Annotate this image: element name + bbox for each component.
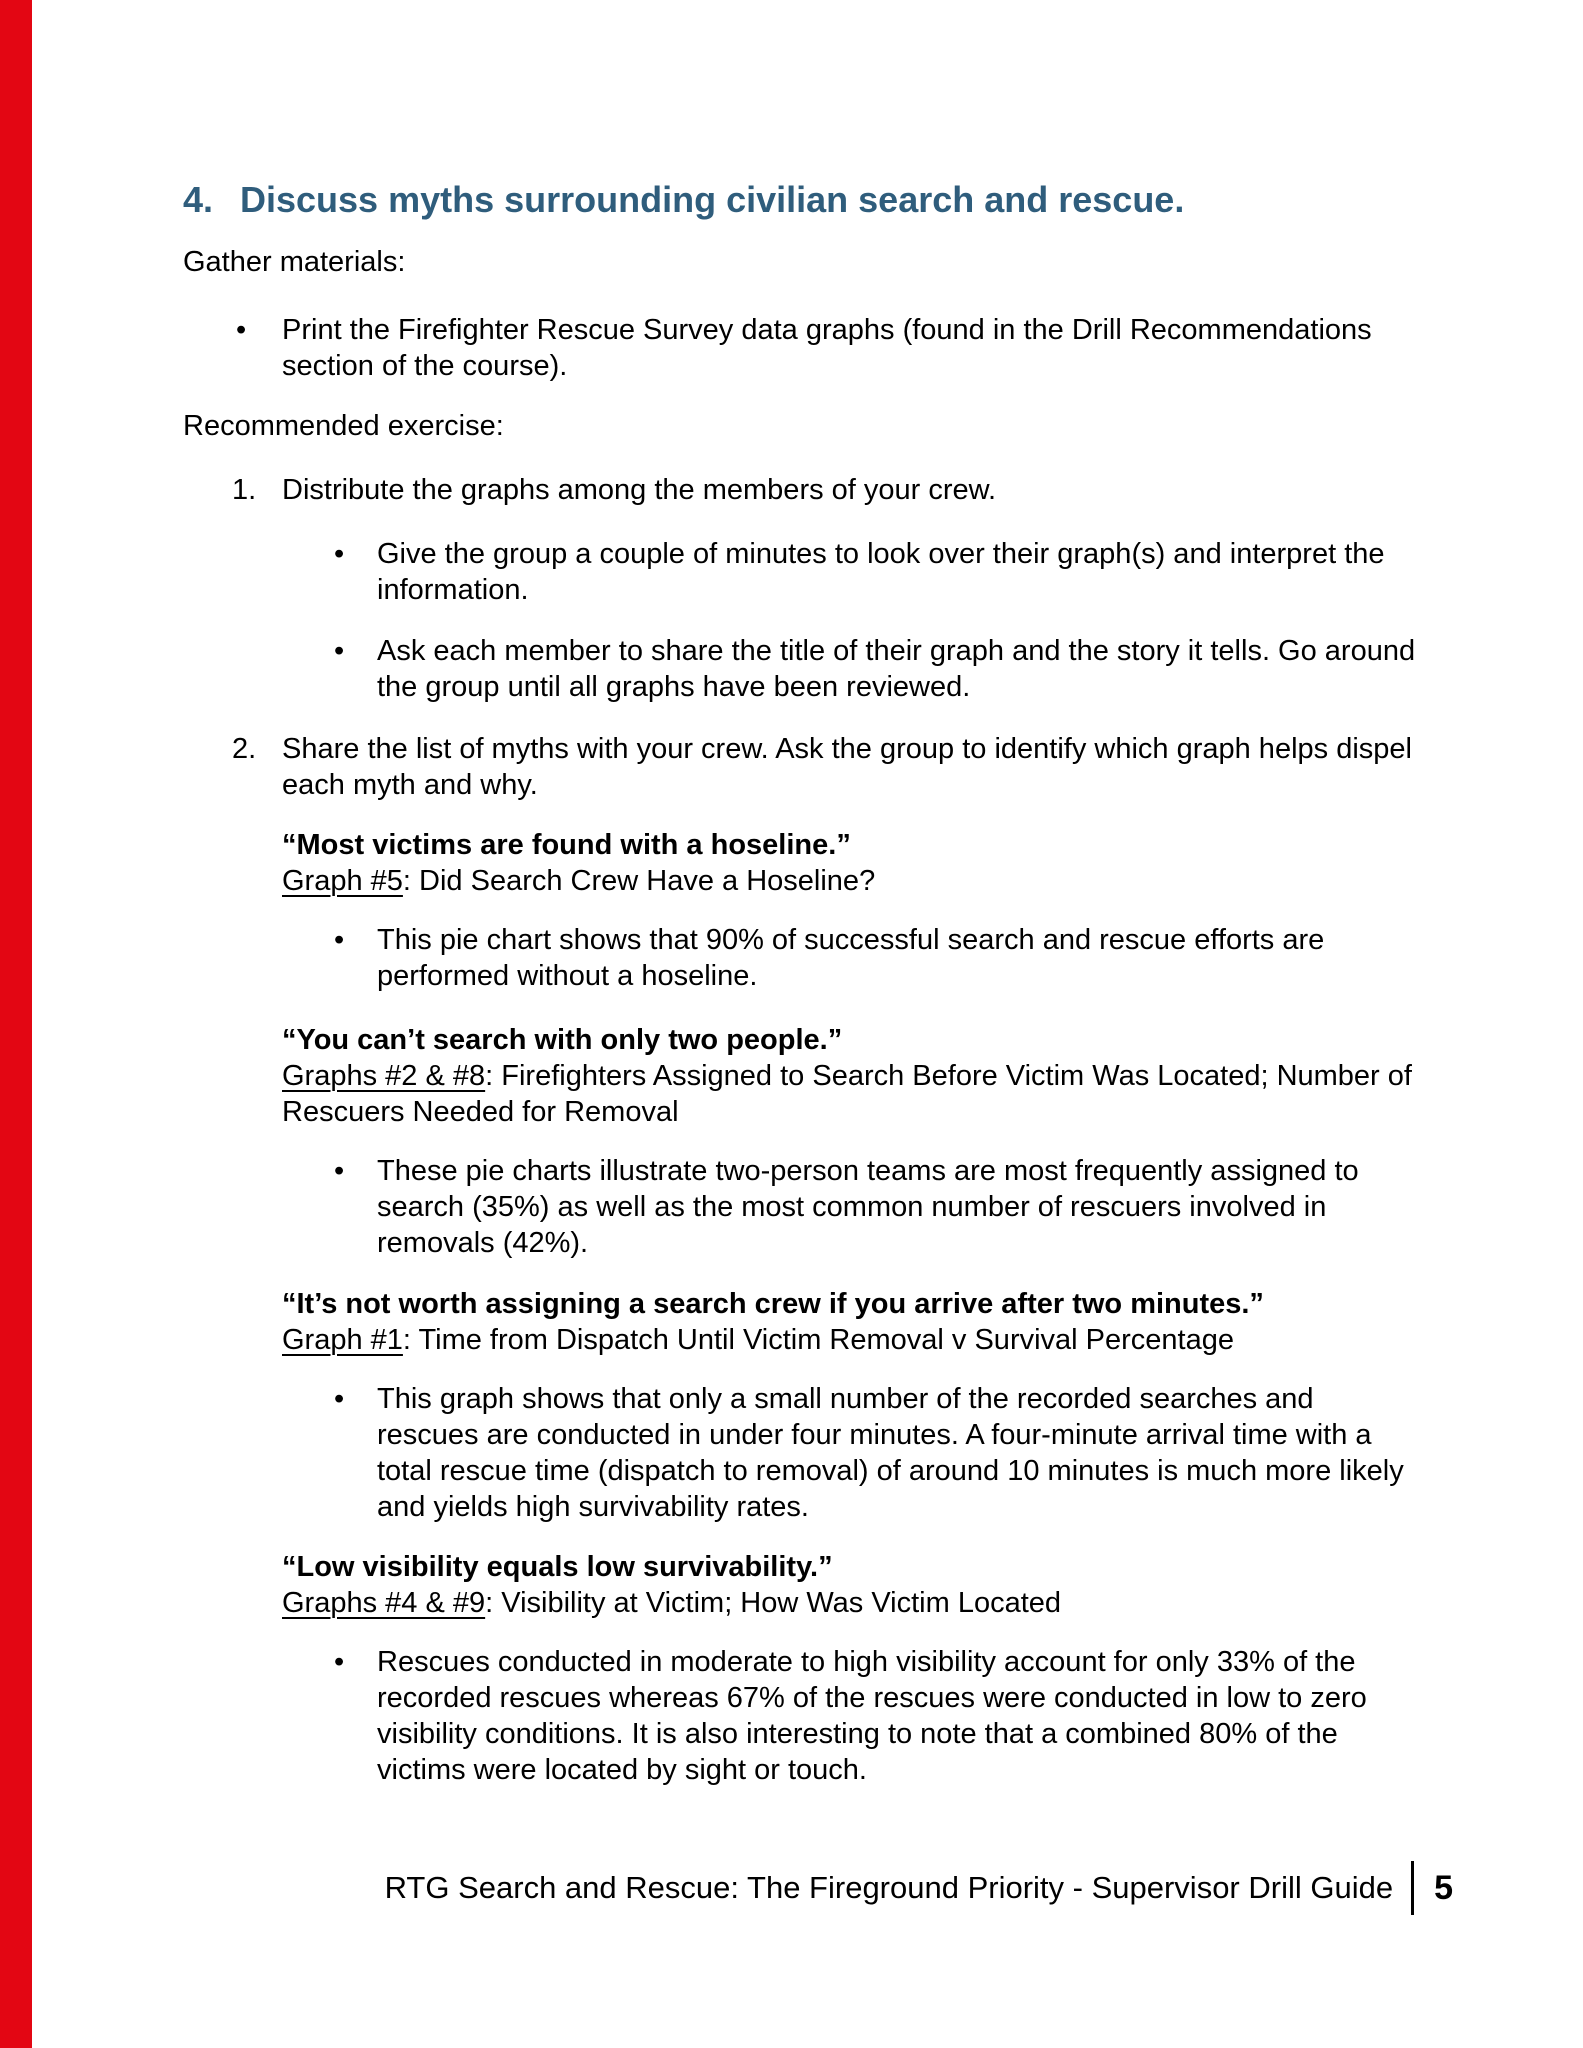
numbered-step — [232, 472, 1423, 508]
myth-block — [282, 1022, 1423, 1130]
list-item — [334, 922, 1423, 994]
myth-claim: “It’s not worth assigning a search crew if you arrive after two minutes.” — [282, 1288, 1264, 1320]
gather-materials-label: Gather materials: — [183, 246, 406, 278]
page-number: 5 — [1434, 1868, 1453, 1907]
list-item — [334, 536, 1423, 608]
step-number: 1. — [232, 474, 257, 506]
step-text: Share the list of myths with your crew. Ask the group to identify which graph helps dispel each myth and why. — [282, 733, 1412, 801]
footer-divider — [1411, 1861, 1414, 1915]
section-heading-number: 4. — [183, 179, 214, 220]
myth-graph-line — [282, 863, 1423, 899]
bullet-icon: • — [334, 538, 345, 570]
graph-reference: Graphs #2 & #8 — [282, 1060, 486, 1092]
recommended-exercise-label: Recommended exercise: — [183, 410, 504, 442]
page-footer — [0, 1860, 1583, 1916]
myth-bullet-text: This graph shows that only a small number of the recorded searches and rescues are conducted in under four minutes. A four-minute arrival time with a total rescue time (dispatch to removal) of around 10 minutes is much more likely and yields high survivability rates. — [377, 1383, 1404, 1523]
myth-bullet-text: Rescues conducted in moderate to high visibility account for only 33% of the recorded rescues whereas 67% of the rescues were conducted in low to zero visibility conditions. It is also interesting to note that a combined 80% of the victims were located by sight or touch. — [377, 1646, 1367, 1786]
myth-block — [282, 1286, 1423, 1358]
list-item — [334, 1381, 1423, 1525]
graph-reference: Graph #1 — [282, 1324, 403, 1356]
graph-title: : Time from Dispatch Until Victim Removal v Survival Percentage — [402, 1324, 1234, 1356]
myth-graph-line — [282, 1585, 1423, 1621]
myth-block — [282, 827, 1423, 899]
myth-claim: “Low visibility equals low survivability.” — [282, 1551, 833, 1583]
graph-title: : Did Search Crew Have a Hoseline? — [402, 865, 876, 897]
myth-graph-line — [282, 1322, 1423, 1358]
step-text: Distribute the graphs among the members of your crew. — [282, 474, 997, 506]
list-item — [334, 1153, 1423, 1261]
bullet-icon: • — [236, 314, 247, 346]
numbered-step — [232, 731, 1423, 803]
bullet-icon: • — [334, 924, 345, 956]
bullet-icon: • — [334, 1646, 345, 1678]
myth-graph-line — [282, 1058, 1423, 1130]
gather-bullet-text: Print the Firefighter Rescue Survey data graphs (found in the Drill Recommendations section of the course). — [282, 314, 1372, 382]
bullet-icon: • — [334, 1155, 345, 1187]
step-bullet-text: Ask each member to share the title of their graph and the story it tells. Go around the group until all graphs have been reviewed. — [377, 635, 1416, 703]
myth-bullet-text: This pie chart shows that 90% of successful search and rescue efforts are performed without a hoseline. — [377, 924, 1325, 992]
section-heading — [183, 178, 1423, 222]
myth-block — [282, 1549, 1423, 1621]
myth-claim: “Most victims are found with a hoseline.” — [282, 829, 851, 861]
step-number: 2. — [232, 733, 257, 765]
section-heading-text: Discuss myths surrounding civilian search and rescue. — [240, 179, 1185, 220]
list-item — [334, 633, 1423, 705]
bullet-icon: • — [334, 1383, 345, 1415]
graph-title: : Firefighters Assigned to Search Before Victim Was Located; Number of Rescuers Needed for Removal — [282, 1060, 1412, 1128]
graph-reference: Graph #5 — [282, 865, 403, 897]
step-bullet-text: Give the group a couple of minutes to look over their graph(s) and interpret the information. — [377, 538, 1385, 606]
graph-reference: Graphs #4 & #9 — [282, 1587, 486, 1619]
myth-bullet-text: These pie charts illustrate two-person teams are most frequently assigned to search (35%) as well as the most common number of rescuers involved in removals (42%). — [377, 1155, 1359, 1259]
list-item — [236, 312, 1423, 384]
myth-claim: “You can’t search with only two people.” — [282, 1024, 843, 1056]
graph-title: : Visibility at Victim; How Was Victim Located — [485, 1587, 1062, 1619]
list-item — [334, 1644, 1423, 1788]
footer-title: RTG Search and Rescue: The Fireground Priority - Supervisor Drill Guide — [384, 1870, 1394, 1905]
bullet-icon: • — [334, 635, 345, 667]
